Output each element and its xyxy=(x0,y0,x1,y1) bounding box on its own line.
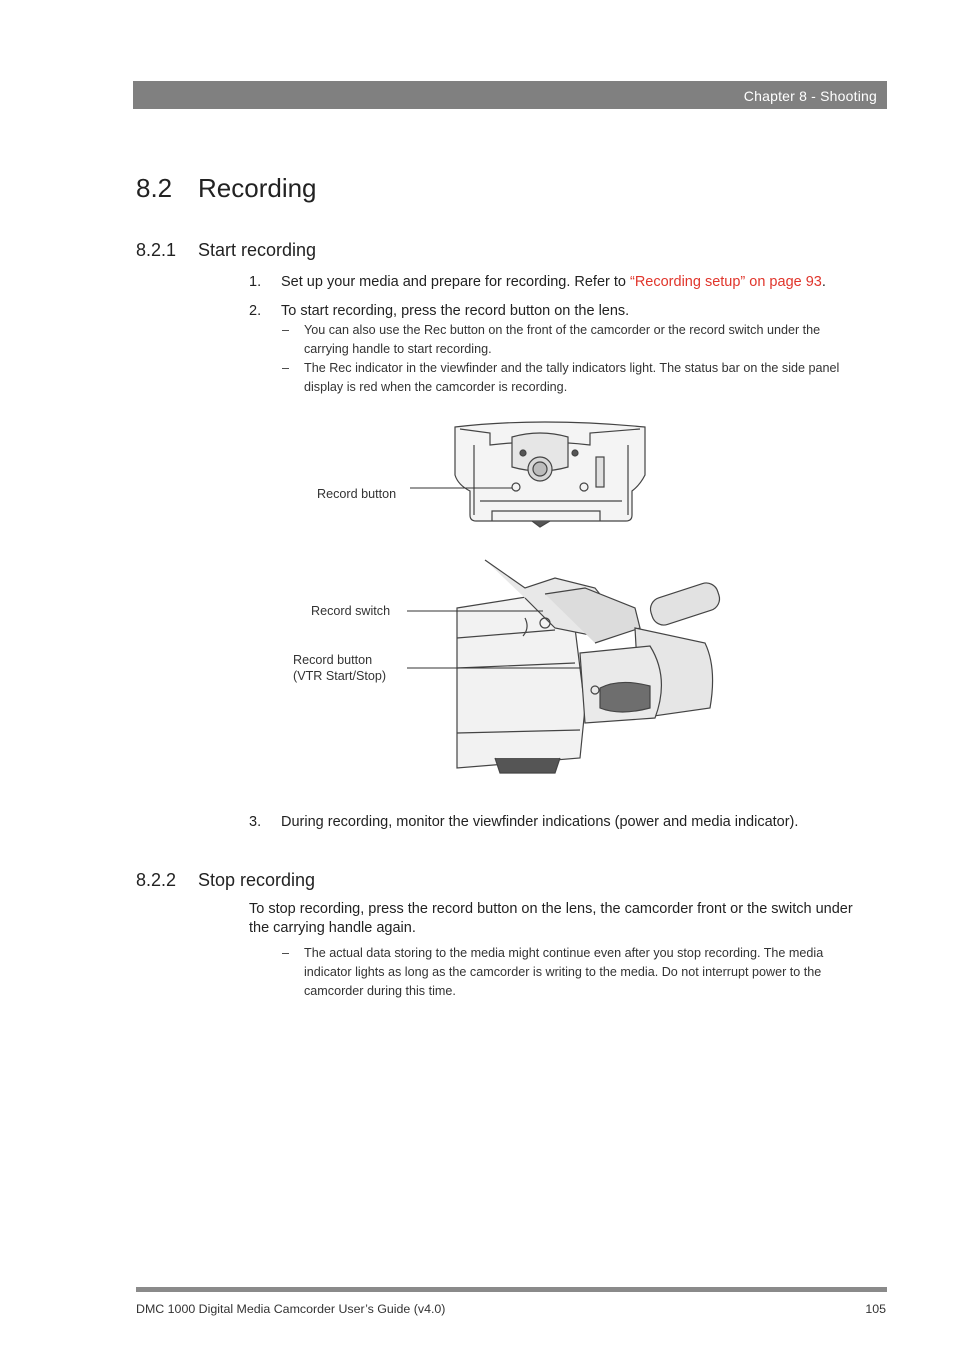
callout-line-1: Record button xyxy=(293,653,373,667)
subsection-number: 8.2.1 xyxy=(136,240,177,260)
section-title xyxy=(136,173,317,204)
footer-document-title: DMC 1000 Digital Media Camcorder User’s Guide (v4.0) xyxy=(136,1302,446,1316)
recording-setup-link[interactable]: “Recording setup” on page 93 xyxy=(630,274,822,290)
callout-record-button-vtr xyxy=(293,652,386,684)
callout-record-switch: Record switch xyxy=(311,604,391,618)
callout-record-button: Record button xyxy=(317,487,397,501)
bullet-text: The actual data storing to the media might continue even after you stop recording. The media indicator lights as long as the camcorder is writing to the media. Do not interrupt power to the camcorder during this time. xyxy=(304,946,824,998)
bullet-item xyxy=(282,359,857,397)
section-number: 8.2 xyxy=(136,173,173,203)
bullet-dash: – xyxy=(282,946,290,960)
bullet-item xyxy=(282,944,857,1001)
lens-record-button-illustration xyxy=(400,415,660,530)
step-text: During recording, monitor the viewfinder indications (power and media indicator). xyxy=(281,814,799,830)
footer-bar xyxy=(136,1287,887,1292)
bullet-dash: – xyxy=(282,361,290,375)
section-title-text: Recording xyxy=(198,173,317,203)
bullet-item xyxy=(282,321,857,359)
step-number: 1. xyxy=(249,274,262,290)
subsection-number: 8.2.2 xyxy=(136,870,177,890)
subsection-stop-recording xyxy=(136,870,315,891)
chapter-header-bar xyxy=(133,81,887,109)
stop-recording-paragraph: To stop recording, press the record button on the lens, the camcorder front or the switch under the carrying handle again. xyxy=(249,901,853,936)
bullet-dash: – xyxy=(282,323,290,337)
step-text: To start recording, press the record button on the lens. xyxy=(281,303,630,319)
step-2 xyxy=(249,303,629,319)
camcorder-side-illustration xyxy=(405,558,725,778)
step-1 xyxy=(249,274,826,290)
callout-line-2: (VTR Start/Stop) xyxy=(293,669,387,683)
bullet-text: The Rec indicator in the viewfinder and the tally indicators light. The status bar on the side panel display is red when the camcorder is recording. xyxy=(304,361,840,394)
subsection-start-recording xyxy=(136,240,316,261)
subsection-title: Stop recording xyxy=(198,870,316,890)
step-number: 3. xyxy=(249,814,262,830)
step-text: Set up your media and prepare for recording. Refer to xyxy=(281,274,630,290)
step-number: 2. xyxy=(249,303,262,319)
chapter-label: Chapter 8 - Shooting xyxy=(743,88,877,104)
footer-page-number: 105 xyxy=(865,1302,886,1316)
step-3 xyxy=(249,814,798,830)
step-text-tail: . xyxy=(821,274,826,290)
bullet-text: You can also use the Rec button on the front of the camcorder or the record switch under the carrying handle to start recording. xyxy=(304,323,821,356)
subsection-title: Start recording xyxy=(198,240,317,260)
